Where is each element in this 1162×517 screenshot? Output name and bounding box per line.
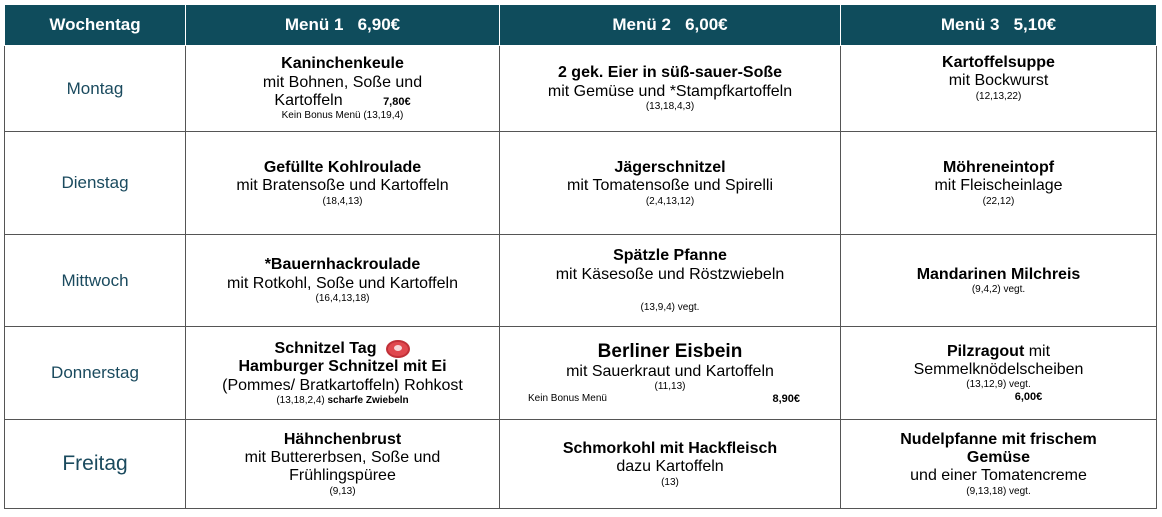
dish-title [190, 340, 495, 359]
table-row [5, 420, 1157, 509]
dish-desc: Semmelknödelscheiben [913, 360, 1084, 378]
dish-title: Kaninchenkeule [281, 55, 404, 73]
menu1-cell [186, 235, 500, 327]
dish-title: Kartoffelsuppe [942, 54, 1055, 71]
menu3-cell [841, 132, 1157, 235]
dish-desc: mit Rotkohl, Soße und Kartoffeln [227, 274, 458, 292]
menu2-cell [500, 420, 841, 509]
dish-desc: mit Gemüse und *Stampfkartoffeln [547, 82, 793, 100]
dish-title: Gefüllte Kohlroulade [263, 158, 422, 176]
header-menu2: Menü 2 6,00€ [500, 5, 841, 46]
menu1-cell [186, 327, 500, 420]
dish-title: Jägerschnitzel [614, 158, 726, 176]
dish-desc-line2 [190, 92, 495, 110]
header-menu3: Menü 3 5,10€ [841, 5, 1157, 46]
allergen-codes: (11,13) [654, 381, 686, 393]
menu2-cell [500, 46, 841, 132]
day-cell: Montag [5, 46, 186, 132]
dish-desc: mit Bockwurst [948, 72, 1049, 90]
dish-desc-text: Kartoffeln [274, 91, 343, 109]
day-cell: Freitag [5, 420, 186, 509]
day-cell: Mittwoch [5, 235, 186, 327]
allergen-codes: (13) [661, 476, 679, 488]
dish-desc: mit Bratensoße und Kartoffeln [236, 177, 449, 195]
dish-desc: mit Fleischeinlage [934, 177, 1063, 195]
menu-plan [4, 4, 1156, 509]
header-row [5, 5, 1157, 46]
allergen-codes: (13,18,4,3) [645, 101, 695, 113]
dish-desc: mit Sauerkraut und Kartoffeln [566, 362, 774, 380]
dish-title: Hähnchenbrust [283, 430, 402, 448]
dish-title: Nudelpfanne mit frischem [900, 430, 1097, 448]
menu3-cell [841, 46, 1157, 132]
dish-desc: und einer Tomatencreme [910, 467, 1087, 485]
menu3-cell [841, 235, 1157, 327]
special-price: 8,90€ [772, 392, 800, 405]
day-cell: Dienstag [5, 132, 186, 235]
dish-title: Schmorkohl mit Hackfleisch [562, 439, 778, 457]
day-cell: Donnerstag [5, 327, 186, 420]
dish-desc: dazu Kartoffeln [616, 458, 724, 476]
dish-title: Mandarinen Milchreis [916, 265, 1081, 283]
dish-title-text: Schnitzel Tag [274, 339, 377, 357]
dish-title: Möhreneintopf [942, 158, 1055, 176]
menu2-cell [500, 132, 841, 235]
table-row [5, 235, 1157, 327]
menu2-cell [500, 327, 841, 420]
table-row [5, 46, 1157, 132]
table-row [5, 327, 1157, 420]
allergen-codes: (18,4,13) [322, 195, 363, 207]
allergen-extra: scharfe Zwiebeln [327, 394, 409, 406]
dish-title-2: Hamburger Schnitzel mit Ei [238, 358, 447, 376]
allergen-codes: (2,4,13,12) [645, 195, 695, 207]
meat-icon [386, 340, 410, 358]
menu1-cell [186, 46, 500, 132]
dish-title: 2 gek. Eier in süß-sauer-Soße [557, 64, 783, 82]
menu3-cell [841, 327, 1157, 420]
dish-title-2: Gemüse [966, 449, 1031, 467]
dish-title: Pilzragout [946, 342, 1025, 360]
menu1-cell [186, 132, 500, 235]
dish-title: *Bauernhackroulade [264, 256, 421, 274]
allergen-codes [190, 395, 495, 407]
allergen-codes: (16,4,13,18) [315, 293, 370, 305]
special-price: 6,00€ [1014, 390, 1043, 403]
menu1-cell [186, 420, 500, 509]
dish-desc: mit Käsesoße und Röstzwiebeln [555, 265, 785, 283]
allergen-codes: (13,12,9) vegt. [966, 379, 1031, 391]
dish-title-line [845, 343, 1152, 361]
dish-desc: mit Buttererbsen, Soße und [244, 449, 441, 467]
menu3-cell [841, 420, 1157, 509]
dish-desc-line2: Frühlingspüree [289, 467, 396, 485]
bonus-note-line [504, 393, 836, 406]
bonus-note: Kein Bonus Menü [528, 392, 607, 404]
header-menu1: Menü 1 6,90€ [186, 5, 500, 46]
menu-table [4, 4, 1157, 509]
allergen-codes: (9,4,2) vegt. [971, 283, 1026, 295]
menu2-cell [500, 235, 841, 327]
table-row [5, 132, 1157, 235]
allergen-codes: (12,13,22) [975, 90, 1022, 102]
allergen-codes: (13,9,4) vegt. [640, 302, 700, 314]
dish-title: Spätzle Pfanne [613, 247, 727, 265]
allergen-codes: (22,12) [982, 195, 1015, 207]
special-price: 7,80€ [383, 95, 411, 108]
header-weekday: Wochentag [5, 5, 186, 46]
dish-desc: (Pommes/ Bratkartoffeln) Rohkost [222, 376, 463, 394]
dish-desc: mit Bohnen, Soße und [262, 73, 423, 91]
allergen-codes-text: (13,18,2,4) [276, 394, 325, 406]
allergen-codes: (9,13) [329, 485, 356, 497]
allergen-codes: (9,13,18) vegt. [966, 485, 1031, 497]
dish-title: Berliner Eisbein [597, 340, 743, 362]
dish-title-suffix: mit [1024, 342, 1051, 360]
allergen-note: Kein Bonus Menü (13,19,4) [281, 110, 404, 122]
dish-desc: mit Tomatensoße und Spirelli [566, 177, 774, 195]
